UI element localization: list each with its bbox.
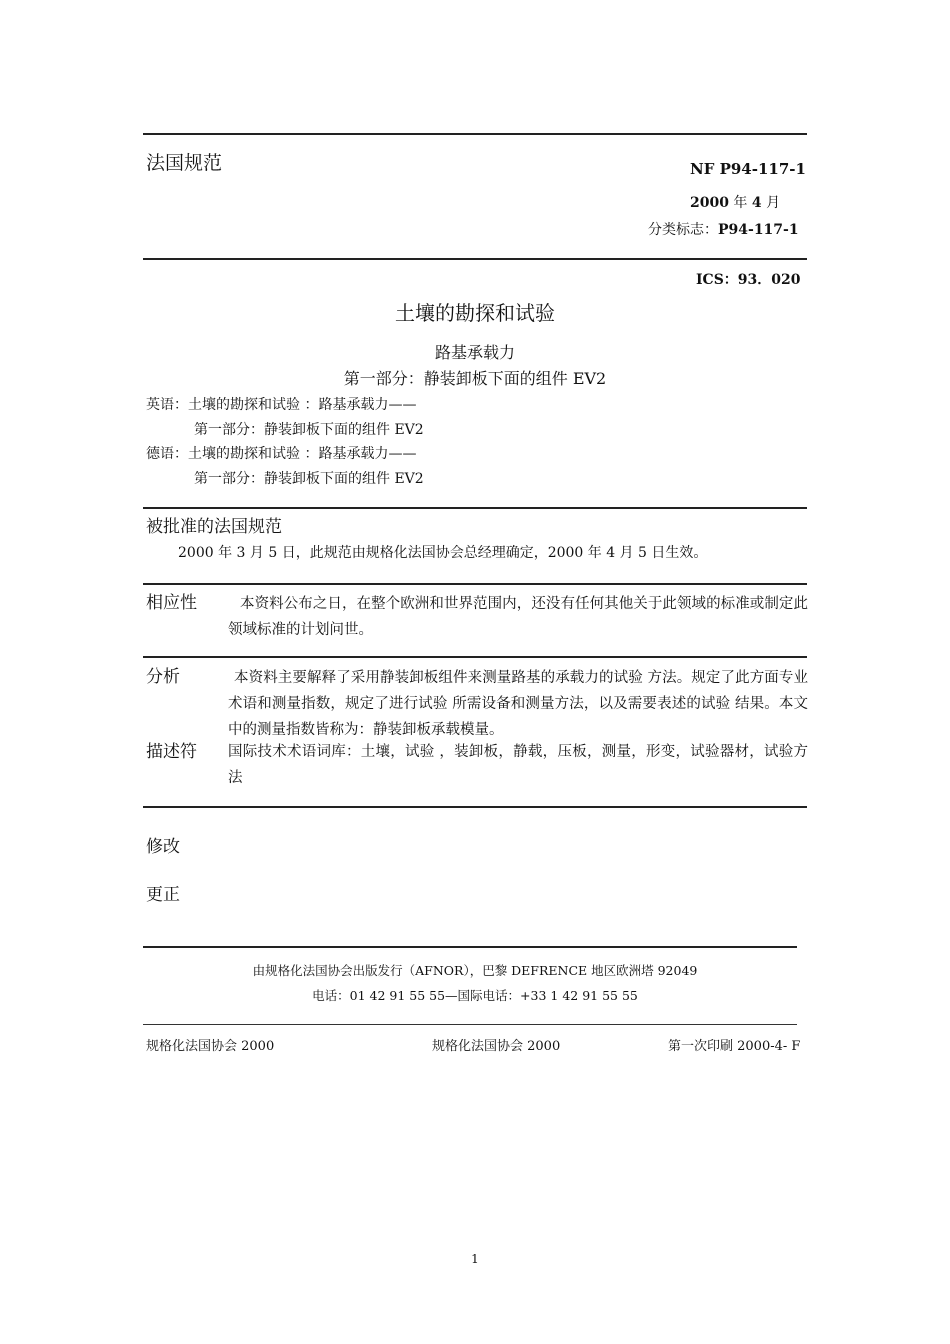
analysis-label: 分析 <box>146 667 180 687</box>
amendment-rule <box>143 806 807 808</box>
page-number: 1 <box>471 1252 479 1266</box>
document-type-title: 法国规范 <box>146 152 223 174</box>
correspondence-rule <box>143 583 807 585</box>
approval-rule <box>143 507 807 509</box>
approval-heading: 被批准的法国规范 <box>146 517 282 537</box>
top-rule <box>143 133 807 135</box>
footer-left: 规格化法国协会 2000 <box>146 1039 275 1054</box>
classification-code: P94-117-1 <box>718 222 799 238</box>
footer-right: 第一次印刷 2000-4- F <box>668 1039 801 1054</box>
standard-code: NF P94-117-1 <box>690 160 806 178</box>
english-title-line2: 第一部分：静装卸板下面的组件 EV2 <box>194 422 424 438</box>
footer-center: 规格化法国协会 2000 <box>432 1039 561 1054</box>
date-year-label: 年 <box>733 195 748 211</box>
correspondence-text: 本资料公布之日，在整个欧洲和世界范围内，还没有任何其他关于此领域的标准或制定此领域标准的计划问世。 <box>228 596 808 638</box>
publication-date <box>690 192 780 212</box>
publisher-rule <box>143 946 797 948</box>
date-month: 4 <box>751 195 762 211</box>
subtitle-1: 路基承载力 <box>434 343 515 362</box>
descriptors-text: 国际技术术语词库：土壤，试验 ，装卸板，静载，压板，测量，形变，试验器材，试验方法 <box>228 744 808 786</box>
footer-rule <box>143 1024 797 1025</box>
analysis-rule <box>143 656 807 658</box>
header-rule <box>143 258 807 260</box>
analysis-text: 本资料主要解释了采用静装卸板组件来测量路基的承载力的试验 方法。规定了此方面专业术语和测量指数，规定了进行试验 所需设备和测量方法，以及需要表述的试验 结果。本文中的测量指数皆称为：静装卸板承载模量。 <box>228 670 808 738</box>
amendment-label: 修改 <box>146 837 180 857</box>
german-title-line1: 德语：土壤的勘探和试验 ：路基承载力—— <box>146 446 417 462</box>
english-title-line1: 英语：土壤的勘探和试验 ：路基承载力—— <box>146 397 417 413</box>
ics-code: ICS：93．020 <box>696 272 801 288</box>
publisher-address: 由规格化法国协会出版发行（AFNOR），巴黎 DEFRENCE 地区欧洲塔 92049 <box>252 963 698 978</box>
main-title: 土壤的勘探和试验 <box>395 301 555 325</box>
classification-mark <box>648 219 799 239</box>
descriptors-label: 描述符 <box>146 742 197 762</box>
correspondence-label: 相应性 <box>146 593 197 613</box>
correction-label: 更正 <box>146 885 180 905</box>
approval-text: 2000 年 3 月 5 日，此规范由规格化法国协会总经理确定，2000 年 4 月 5 日生效。 <box>178 545 708 561</box>
classification-label: 分类标志： <box>648 222 718 238</box>
subtitle-2: 第一部分：静装卸板下面的组件 EV2 <box>343 369 607 388</box>
publisher-phone: 电话：01 42 91 55 55—国际电话：+33 1 42 91 55 55 <box>312 988 638 1003</box>
german-title-line2: 第一部分：静装卸板下面的组件 EV2 <box>194 471 424 487</box>
date-month-label: 月 <box>766 195 781 211</box>
date-year: 2000 <box>690 195 729 211</box>
